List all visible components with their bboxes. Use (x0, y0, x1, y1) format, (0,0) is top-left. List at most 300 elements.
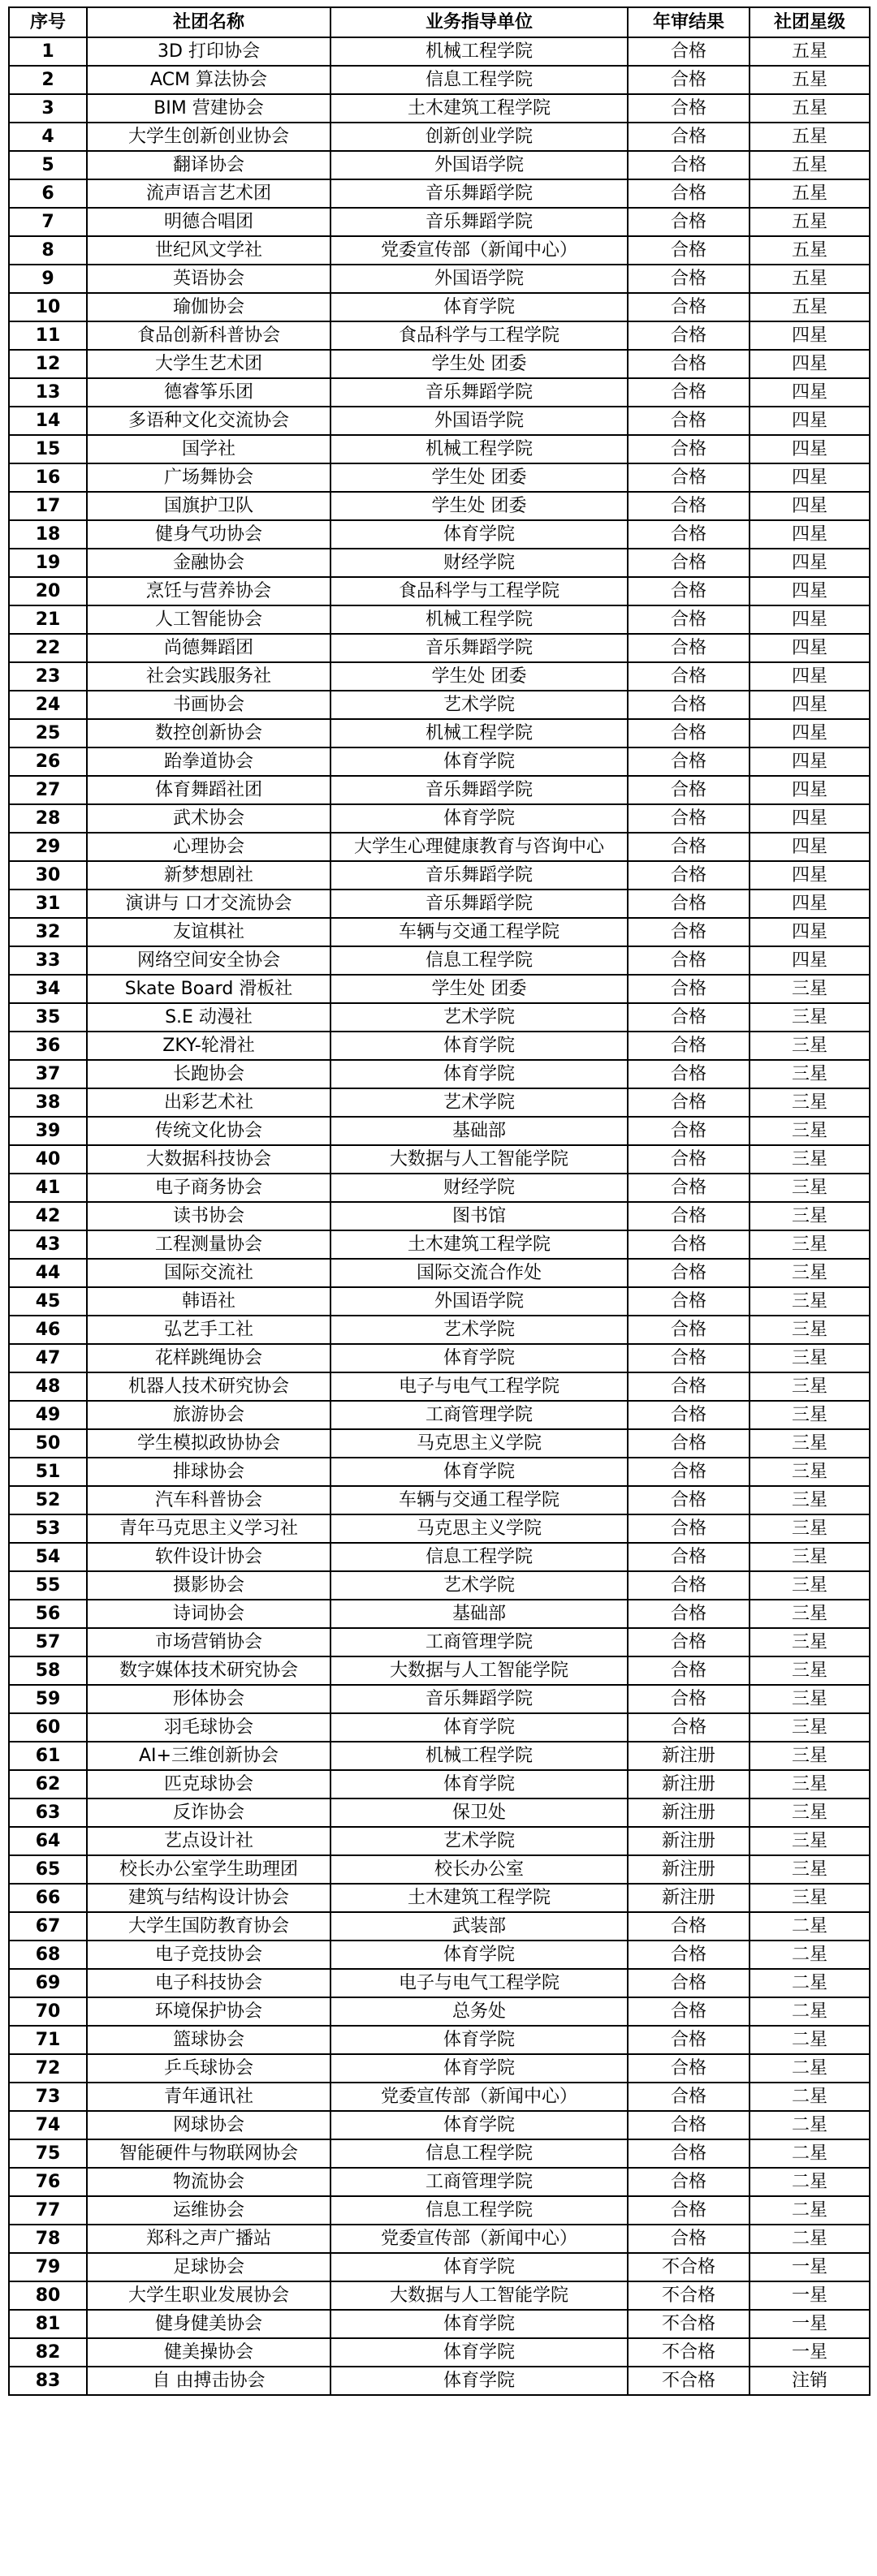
cell-index: 9 (9, 265, 87, 293)
table-row (9, 634, 870, 662)
cell-guidance-unit: 武装部 (330, 1912, 628, 1941)
cell-index: 22 (9, 634, 87, 662)
cell-review-result: 合格 (628, 350, 750, 378)
cell-club-name: 读书协会 (87, 1202, 330, 1230)
club-review-table-container (8, 6, 869, 2396)
cell-star-level: 四星 (750, 605, 870, 634)
cell-guidance-unit: 车辆与交通工程学院 (330, 918, 628, 946)
cell-review-result: 合格 (628, 1287, 750, 1316)
cell-star-level: 五星 (750, 265, 870, 293)
cell-guidance-unit: 党委宣传部（新闻中心） (330, 236, 628, 265)
cell-club-name: 大学生职业发展协会 (87, 2281, 330, 2310)
cell-review-result: 合格 (628, 918, 750, 946)
table-row (9, 549, 870, 577)
table-row (9, 378, 870, 407)
cell-review-result: 合格 (628, 1571, 750, 1600)
cell-club-name: 瑜伽协会 (87, 293, 330, 321)
cell-index: 26 (9, 747, 87, 776)
cell-index: 75 (9, 2139, 87, 2168)
table-row (9, 1571, 870, 1600)
cell-club-name: 友谊棋社 (87, 918, 330, 946)
cell-review-result: 合格 (628, 123, 750, 151)
cell-star-level: 二星 (750, 1997, 870, 2026)
cell-guidance-unit: 音乐舞蹈学院 (330, 861, 628, 890)
cell-review-result: 合格 (628, 1259, 750, 1287)
cell-index: 40 (9, 1145, 87, 1174)
cell-review-result: 合格 (628, 833, 750, 861)
table-row (9, 1685, 870, 1713)
cell-star-level: 三星 (750, 1401, 870, 1429)
cell-star-level: 三星 (750, 1287, 870, 1316)
cell-guidance-unit: 体育学院 (330, 520, 628, 549)
cell-index: 52 (9, 1486, 87, 1514)
cell-review-result: 合格 (628, 2026, 750, 2054)
cell-review-result: 合格 (628, 265, 750, 293)
cell-review-result: 合格 (628, 719, 750, 747)
cell-index: 39 (9, 1117, 87, 1145)
cell-review-result: 合格 (628, 1514, 750, 1543)
cell-club-name: 尚德舞蹈团 (87, 634, 330, 662)
cell-club-name: 排球协会 (87, 1458, 330, 1486)
cell-review-result: 合格 (628, 634, 750, 662)
cell-club-name: 工程测量协会 (87, 1230, 330, 1259)
cell-index: 83 (9, 2367, 87, 2395)
table-row (9, 1458, 870, 1486)
table-row (9, 1798, 870, 1827)
table-row (9, 2367, 870, 2395)
cell-star-level: 三星 (750, 1145, 870, 1174)
cell-club-name: Skate Board 滑板社 (87, 975, 330, 1003)
cell-review-result: 新注册 (628, 1855, 750, 1884)
cell-review-result: 合格 (628, 37, 750, 66)
cell-star-level: 注销 (750, 2367, 870, 2395)
cell-star-level: 三星 (750, 1259, 870, 1287)
cell-index: 72 (9, 2054, 87, 2083)
cell-star-level: 三星 (750, 1770, 870, 1798)
table-row (9, 1316, 870, 1344)
cell-index: 38 (9, 1088, 87, 1117)
table-row (9, 1628, 870, 1656)
cell-index: 11 (9, 321, 87, 350)
cell-review-result: 合格 (628, 1145, 750, 1174)
cell-index: 20 (9, 577, 87, 605)
cell-review-result: 新注册 (628, 1884, 750, 1912)
cell-review-result: 不合格 (628, 2281, 750, 2310)
cell-star-level: 二星 (750, 2168, 870, 2196)
cell-club-name: 汽车科普协会 (87, 1486, 330, 1514)
cell-guidance-unit: 土木建筑工程学院 (330, 1230, 628, 1259)
cell-review-result: 合格 (628, 776, 750, 804)
cell-review-result: 合格 (628, 861, 750, 890)
table-row (9, 350, 870, 378)
cell-club-name: 社会实践服务社 (87, 662, 330, 691)
table-row (9, 2225, 870, 2253)
cell-star-level: 三星 (750, 1458, 870, 1486)
cell-guidance-unit: 体育学院 (330, 2253, 628, 2281)
cell-guidance-unit: 保卫处 (330, 1798, 628, 1827)
cell-index: 81 (9, 2310, 87, 2338)
cell-club-name: 诗词协会 (87, 1600, 330, 1628)
cell-guidance-unit: 信息工程学院 (330, 946, 628, 975)
cell-star-level: 二星 (750, 2111, 870, 2139)
cell-index: 66 (9, 1884, 87, 1912)
cell-index: 23 (9, 662, 87, 691)
cell-index: 44 (9, 1259, 87, 1287)
cell-guidance-unit: 大学生心理健康教育与咨询中心 (330, 833, 628, 861)
cell-club-name: ZKY-轮滑社 (87, 1032, 330, 1060)
cell-review-result: 新注册 (628, 1770, 750, 1798)
cell-guidance-unit: 机械工程学院 (330, 37, 628, 66)
cell-review-result: 合格 (628, 1174, 750, 1202)
cell-star-level: 四星 (750, 520, 870, 549)
cell-club-name: 国际交流社 (87, 1259, 330, 1287)
cell-club-name: 大学生创新创业协会 (87, 123, 330, 151)
cell-club-name: 武术协会 (87, 804, 330, 833)
cell-guidance-unit: 校长办公室 (330, 1855, 628, 1884)
cell-review-result: 合格 (628, 549, 750, 577)
cell-club-name: 多语种文化交流协会 (87, 407, 330, 435)
cell-index: 19 (9, 549, 87, 577)
table-row (9, 1060, 870, 1088)
cell-star-level: 五星 (750, 123, 870, 151)
cell-club-name: 花样跳绳协会 (87, 1344, 330, 1372)
cell-review-result: 合格 (628, 321, 750, 350)
cell-guidance-unit: 外国语学院 (330, 151, 628, 179)
cell-star-level: 五星 (750, 179, 870, 208)
cell-guidance-unit: 食品科学与工程学院 (330, 321, 628, 350)
cell-guidance-unit: 艺术学院 (330, 1316, 628, 1344)
cell-club-name: 智能硬件与物联网协会 (87, 2139, 330, 2168)
cell-index: 47 (9, 1344, 87, 1372)
cell-guidance-unit: 大数据与人工智能学院 (330, 1656, 628, 1685)
table-row (9, 890, 870, 918)
table-row (9, 293, 870, 321)
cell-club-name: 书画协会 (87, 691, 330, 719)
cell-club-name: 青年马克思主义学习社 (87, 1514, 330, 1543)
table-row (9, 1344, 870, 1372)
cell-index: 41 (9, 1174, 87, 1202)
cell-club-name: 反诈协会 (87, 1798, 330, 1827)
cell-star-level: 三星 (750, 1543, 870, 1571)
cell-guidance-unit: 体育学院 (330, 2111, 628, 2139)
table-row (9, 1969, 870, 1997)
cell-star-level: 四星 (750, 861, 870, 890)
cell-club-name: 环境保护协会 (87, 1997, 330, 2026)
cell-guidance-unit: 工商管理学院 (330, 1628, 628, 1656)
table-row (9, 577, 870, 605)
cell-club-name: 3D 打印协会 (87, 37, 330, 66)
table-row (9, 776, 870, 804)
table-row (9, 2168, 870, 2196)
cell-guidance-unit: 学生处 团委 (330, 975, 628, 1003)
cell-star-level: 三星 (750, 1827, 870, 1855)
cell-review-result: 合格 (628, 1969, 750, 1997)
cell-index: 21 (9, 605, 87, 634)
cell-club-name: 电子商务协会 (87, 1174, 330, 1202)
cell-review-result: 新注册 (628, 1742, 750, 1770)
cell-index: 77 (9, 2196, 87, 2225)
cell-club-name: 艺点设计社 (87, 1827, 330, 1855)
cell-star-level: 四星 (750, 577, 870, 605)
cell-guidance-unit: 体育学院 (330, 1060, 628, 1088)
cell-star-level: 二星 (750, 1969, 870, 1997)
table-row (9, 1145, 870, 1174)
cell-review-result: 合格 (628, 492, 750, 520)
cell-club-name: 跆拳道协会 (87, 747, 330, 776)
cell-club-name: 乒乓球协会 (87, 2054, 330, 2083)
table-row (9, 918, 870, 946)
cell-review-result: 合格 (628, 1344, 750, 1372)
cell-index: 16 (9, 463, 87, 492)
cell-guidance-unit: 体育学院 (330, 1032, 628, 1060)
cell-index: 58 (9, 1656, 87, 1685)
cell-review-result: 合格 (628, 1117, 750, 1145)
cell-review-result: 合格 (628, 293, 750, 321)
cell-club-name: 金融协会 (87, 549, 330, 577)
cell-star-level: 四星 (750, 946, 870, 975)
cell-index: 35 (9, 1003, 87, 1032)
cell-index: 34 (9, 975, 87, 1003)
table-row (9, 492, 870, 520)
cell-index: 69 (9, 1969, 87, 1997)
cell-index: 79 (9, 2253, 87, 2281)
cell-index: 10 (9, 293, 87, 321)
club-review-table (8, 6, 871, 2396)
table-row (9, 719, 870, 747)
table-row (9, 1827, 870, 1855)
cell-club-name: 软件设计协会 (87, 1543, 330, 1571)
table-row (9, 2054, 870, 2083)
table-row (9, 2253, 870, 2281)
cell-star-level: 五星 (750, 208, 870, 236)
cell-club-name: 羽毛球协会 (87, 1713, 330, 1742)
cell-club-name: 旅游协会 (87, 1401, 330, 1429)
cell-review-result: 合格 (628, 890, 750, 918)
cell-club-name: 广场舞协会 (87, 463, 330, 492)
cell-review-result: 合格 (628, 2111, 750, 2139)
cell-review-result: 合格 (628, 1685, 750, 1713)
table-row (9, 1230, 870, 1259)
cell-review-result: 不合格 (628, 2367, 750, 2395)
cell-review-result: 合格 (628, 520, 750, 549)
cell-review-result: 合格 (628, 1713, 750, 1742)
cell-club-name: 弘艺手工社 (87, 1316, 330, 1344)
cell-guidance-unit: 电子与电气工程学院 (330, 1969, 628, 1997)
cell-index: 59 (9, 1685, 87, 1713)
cell-guidance-unit: 音乐舞蹈学院 (330, 1685, 628, 1713)
cell-star-level: 三星 (750, 1230, 870, 1259)
cell-guidance-unit: 财经学院 (330, 1174, 628, 1202)
cell-club-name: 网络空间安全协会 (87, 946, 330, 975)
cell-guidance-unit: 土木建筑工程学院 (330, 94, 628, 123)
cell-guidance-unit: 国际交流合作处 (330, 1259, 628, 1287)
table-row (9, 2139, 870, 2168)
cell-star-level: 三星 (750, 1117, 870, 1145)
cell-club-name: 翻译协会 (87, 151, 330, 179)
cell-index: 4 (9, 123, 87, 151)
cell-review-result: 合格 (628, 94, 750, 123)
cell-star-level: 三星 (750, 1884, 870, 1912)
cell-club-name: 校长办公室学生助理团 (87, 1855, 330, 1884)
cell-review-result: 合格 (628, 1600, 750, 1628)
cell-review-result: 不合格 (628, 2338, 750, 2367)
table-row (9, 1997, 870, 2026)
cell-index: 67 (9, 1912, 87, 1941)
cell-review-result: 合格 (628, 662, 750, 691)
cell-index: 27 (9, 776, 87, 804)
cell-guidance-unit: 机械工程学院 (330, 435, 628, 463)
cell-index: 49 (9, 1401, 87, 1429)
cell-review-result: 合格 (628, 435, 750, 463)
cell-index: 1 (9, 37, 87, 66)
cell-star-level: 二星 (750, 2196, 870, 2225)
table-body (9, 37, 870, 2395)
cell-index: 64 (9, 1827, 87, 1855)
cell-star-level: 三星 (750, 1316, 870, 1344)
cell-index: 51 (9, 1458, 87, 1486)
table-row (9, 1401, 870, 1429)
cell-index: 65 (9, 1855, 87, 1884)
cell-guidance-unit: 体育学院 (330, 2310, 628, 2338)
cell-star-level: 一星 (750, 2253, 870, 2281)
cell-guidance-unit: 总务处 (330, 1997, 628, 2026)
cell-star-level: 三星 (750, 1202, 870, 1230)
cell-index: 12 (9, 350, 87, 378)
cell-star-level: 三星 (750, 1571, 870, 1600)
cell-index: 46 (9, 1316, 87, 1344)
cell-star-level: 一星 (750, 2310, 870, 2338)
table-row (9, 1202, 870, 1230)
cell-club-name: 市场营销协会 (87, 1628, 330, 1656)
cell-club-name: 明德合唱团 (87, 208, 330, 236)
cell-star-level: 四星 (750, 321, 870, 350)
cell-club-name: 建筑与结构设计协会 (87, 1884, 330, 1912)
cell-club-name: 人工智能协会 (87, 605, 330, 634)
cell-review-result: 合格 (628, 463, 750, 492)
table-row (9, 265, 870, 293)
cell-guidance-unit: 机械工程学院 (330, 719, 628, 747)
cell-club-name: 篮球协会 (87, 2026, 330, 2054)
cell-index: 8 (9, 236, 87, 265)
header-club-name: 社团名称 (87, 7, 330, 37)
cell-club-name: 健美操协会 (87, 2338, 330, 2367)
cell-review-result: 合格 (628, 2168, 750, 2196)
cell-index: 54 (9, 1543, 87, 1571)
cell-review-result: 合格 (628, 747, 750, 776)
cell-review-result: 合格 (628, 151, 750, 179)
cell-index: 50 (9, 1429, 87, 1458)
table-row (9, 2026, 870, 2054)
cell-club-name: 健身气功协会 (87, 520, 330, 549)
cell-index: 29 (9, 833, 87, 861)
cell-star-level: 三星 (750, 1174, 870, 1202)
cell-guidance-unit: 艺术学院 (330, 1088, 628, 1117)
cell-club-name: 演讲与 口才交流协会 (87, 890, 330, 918)
cell-star-level: 四星 (750, 350, 870, 378)
cell-club-name: 韩语社 (87, 1287, 330, 1316)
cell-review-result: 合格 (628, 1372, 750, 1401)
cell-guidance-unit: 机械工程学院 (330, 605, 628, 634)
table-row (9, 2310, 870, 2338)
cell-club-name: 大学生艺术团 (87, 350, 330, 378)
cell-index: 3 (9, 94, 87, 123)
cell-club-name: 电子竞技协会 (87, 1941, 330, 1969)
cell-review-result: 合格 (628, 1032, 750, 1060)
cell-guidance-unit: 财经学院 (330, 549, 628, 577)
table-row (9, 520, 870, 549)
cell-star-level: 二星 (750, 2083, 870, 2111)
cell-index: 5 (9, 151, 87, 179)
table-row (9, 1742, 870, 1770)
cell-index: 71 (9, 2026, 87, 2054)
cell-club-name: 传统文化协会 (87, 1117, 330, 1145)
cell-club-name: 新梦想剧社 (87, 861, 330, 890)
table-row (9, 1656, 870, 1685)
cell-star-level: 四星 (750, 435, 870, 463)
header-index: 序号 (9, 7, 87, 37)
cell-index: 36 (9, 1032, 87, 1060)
cell-index: 45 (9, 1287, 87, 1316)
cell-review-result: 合格 (628, 1543, 750, 1571)
cell-guidance-unit: 图书馆 (330, 1202, 628, 1230)
cell-review-result: 合格 (628, 691, 750, 719)
cell-star-level: 三星 (750, 1798, 870, 1827)
cell-review-result: 合格 (628, 946, 750, 975)
cell-index: 78 (9, 2225, 87, 2253)
cell-review-result: 合格 (628, 378, 750, 407)
cell-club-name: 数控创新协会 (87, 719, 330, 747)
table-row (9, 1088, 870, 1117)
cell-guidance-unit: 体育学院 (330, 1344, 628, 1372)
table-row (9, 975, 870, 1003)
cell-club-name: AI+三维创新协会 (87, 1742, 330, 1770)
table-row (9, 236, 870, 265)
cell-review-result: 合格 (628, 407, 750, 435)
cell-club-name: 郑科之声广播站 (87, 2225, 330, 2253)
cell-club-name: 形体协会 (87, 1685, 330, 1713)
cell-index: 76 (9, 2168, 87, 2196)
cell-review-result: 合格 (628, 2225, 750, 2253)
cell-guidance-unit: 体育学院 (330, 1941, 628, 1969)
cell-review-result: 合格 (628, 1401, 750, 1429)
cell-star-level: 四星 (750, 804, 870, 833)
cell-index: 37 (9, 1060, 87, 1088)
cell-club-name: 英语协会 (87, 265, 330, 293)
cell-index: 15 (9, 435, 87, 463)
cell-index: 62 (9, 1770, 87, 1798)
cell-index: 32 (9, 918, 87, 946)
cell-index: 68 (9, 1941, 87, 1969)
table-row (9, 1514, 870, 1543)
cell-review-result: 合格 (628, 1230, 750, 1259)
cell-star-level: 五星 (750, 151, 870, 179)
cell-star-level: 二星 (750, 1941, 870, 1969)
table-row (9, 123, 870, 151)
cell-guidance-unit: 机械工程学院 (330, 1742, 628, 1770)
cell-club-name: S.E 动漫社 (87, 1003, 330, 1032)
cell-star-level: 四星 (750, 378, 870, 407)
cell-star-level: 三星 (750, 1344, 870, 1372)
table-row (9, 1941, 870, 1969)
cell-index: 43 (9, 1230, 87, 1259)
table-row (9, 1486, 870, 1514)
cell-star-level: 三星 (750, 1514, 870, 1543)
cell-star-level: 四星 (750, 776, 870, 804)
cell-star-level: 四星 (750, 747, 870, 776)
cell-star-level: 四星 (750, 549, 870, 577)
table-row (9, 1543, 870, 1571)
cell-club-name: 物流协会 (87, 2168, 330, 2196)
